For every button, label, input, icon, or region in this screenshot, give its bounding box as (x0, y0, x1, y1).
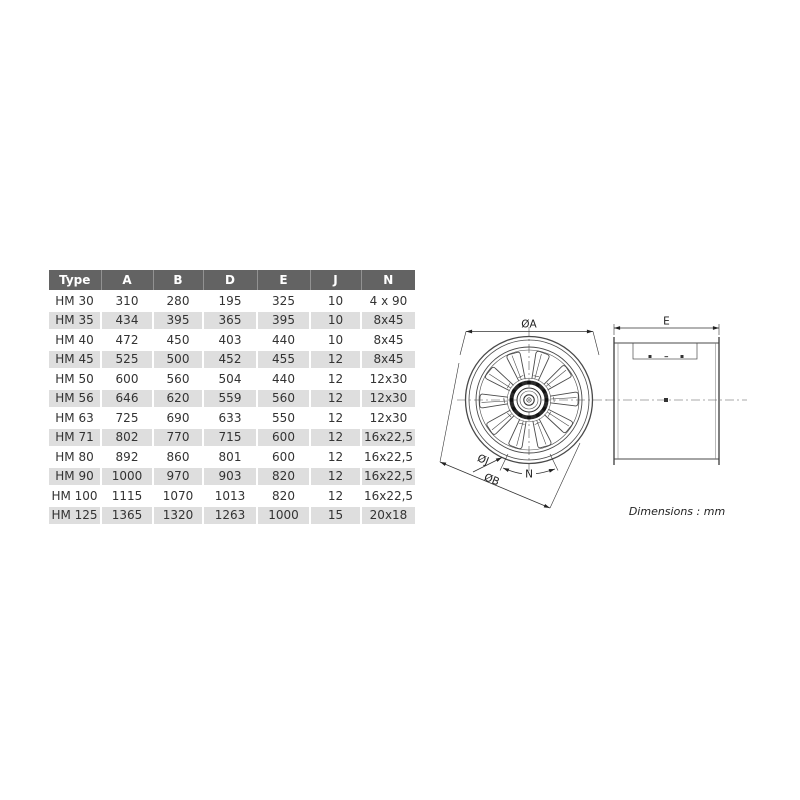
cell-n: 8x45 (361, 311, 415, 331)
cell-n: 16x22,5 (361, 447, 415, 467)
cell-type: HM 40 (49, 330, 101, 350)
cell-n: 16x22,5 (361, 467, 415, 487)
cell-b: 280 (153, 291, 203, 311)
cell-e: 820 (257, 486, 310, 506)
cell-type: HM 63 (49, 408, 101, 428)
table-row (49, 369, 415, 389)
cell-type: HM 71 (49, 428, 101, 448)
cell-n: 12x30 (361, 389, 415, 409)
dim-label-diameter-j: ØJ (475, 452, 491, 468)
cell-d: 504 (203, 369, 257, 389)
cell-type: HM 80 (49, 447, 101, 467)
cell-a: 434 (101, 311, 153, 331)
cell-d: 195 (203, 291, 257, 311)
cell-d: 715 (203, 428, 257, 448)
cell-a: 600 (101, 369, 153, 389)
cell-type: HM 30 (49, 291, 101, 311)
cell-d: 903 (203, 467, 257, 487)
cell-a: 646 (101, 389, 153, 409)
column-header-e: E (257, 270, 310, 291)
cell-n: 12x30 (361, 369, 415, 389)
dimensions-unit-note: Dimensions : mm (628, 505, 726, 518)
cell-j: 10 (310, 330, 361, 350)
table-row (49, 506, 415, 525)
cell-b: 1070 (153, 486, 203, 506)
cell-type: HM 35 (49, 311, 101, 331)
cell-b: 620 (153, 389, 203, 409)
cell-j: 12 (310, 486, 361, 506)
terminal-box (633, 343, 697, 359)
cell-b: 690 (153, 408, 203, 428)
cell-n: 12x30 (361, 408, 415, 428)
table-header-row (49, 270, 415, 291)
cell-b: 970 (153, 467, 203, 487)
table-row (49, 447, 415, 467)
cell-d: 452 (203, 350, 257, 370)
cell-e: 560 (257, 389, 310, 409)
column-header-j: J (310, 270, 361, 291)
cell-a: 892 (101, 447, 153, 467)
cell-e: 600 (257, 428, 310, 448)
cell-j: 10 (310, 291, 361, 311)
cell-d: 559 (203, 389, 257, 409)
cell-a: 472 (101, 330, 153, 350)
cell-type: HM 50 (49, 369, 101, 389)
fan-front-view (440, 319, 607, 509)
table-row (49, 408, 415, 428)
cell-a: 525 (101, 350, 153, 370)
cell-d: 801 (203, 447, 257, 467)
fan-drawing-svg (435, 305, 765, 540)
cell-d: 633 (203, 408, 257, 428)
cell-b: 560 (153, 369, 203, 389)
cell-d: 1263 (203, 506, 257, 525)
column-header-d: D (203, 270, 257, 291)
table-row (49, 350, 415, 370)
table-row (49, 291, 415, 311)
cell-type: HM 45 (49, 350, 101, 370)
cell-n: 4 x 90 (361, 291, 415, 311)
cell-a: 310 (101, 291, 153, 311)
shaft-mark (664, 398, 668, 402)
cell-a: 802 (101, 428, 153, 448)
cell-j: 12 (310, 369, 361, 389)
cell-j: 15 (310, 506, 361, 525)
cell-e: 550 (257, 408, 310, 428)
cell-type: HM 100 (49, 486, 101, 506)
dimension-e (614, 316, 719, 336)
cell-a: 725 (101, 408, 153, 428)
fan-side-view (606, 316, 747, 466)
cell-d: 403 (203, 330, 257, 350)
cell-type: HM 125 (49, 506, 101, 525)
cell-j: 12 (310, 428, 361, 448)
cell-n: 16x22,5 (361, 486, 415, 506)
cell-b: 450 (153, 330, 203, 350)
table-row (49, 389, 415, 409)
cell-j: 12 (310, 389, 361, 409)
table-row (49, 486, 415, 506)
cell-b: 500 (153, 350, 203, 370)
column-header-b: B (153, 270, 203, 291)
column-header-type: Type (49, 270, 101, 291)
cell-n: 20x18 (361, 506, 415, 525)
cell-j: 12 (310, 447, 361, 467)
cell-d: 1013 (203, 486, 257, 506)
cell-b: 395 (153, 311, 203, 331)
table-row (49, 467, 415, 487)
cell-b: 860 (153, 447, 203, 467)
cell-d: 365 (203, 311, 257, 331)
dim-label-diameter-a: ØA (521, 318, 537, 331)
dim-label-n: N (525, 468, 533, 481)
cell-j: 10 (310, 311, 361, 331)
cell-e: 820 (257, 467, 310, 487)
column-header-n: N (361, 270, 415, 291)
dim-label-diameter-b: ØB (482, 471, 502, 489)
table-row (49, 311, 415, 331)
column-header-a: A (101, 270, 153, 291)
fan-technical-drawing (435, 305, 765, 540)
cell-n: 8x45 (361, 330, 415, 350)
cell-e: 600 (257, 447, 310, 467)
cell-e: 440 (257, 330, 310, 350)
cell-j: 12 (310, 467, 361, 487)
cell-n: 16x22,5 (361, 428, 415, 448)
table-row (49, 428, 415, 448)
cell-b: 1320 (153, 506, 203, 525)
cell-e: 455 (257, 350, 310, 370)
cell-e: 440 (257, 369, 310, 389)
cell-j: 12 (310, 408, 361, 428)
cell-n: 8x45 (361, 350, 415, 370)
cell-a: 1000 (101, 467, 153, 487)
cell-a: 1115 (101, 486, 153, 506)
dim-label-e: E (663, 315, 670, 328)
cell-e: 325 (257, 291, 310, 311)
cell-type: HM 56 (49, 389, 101, 409)
cell-a: 1365 (101, 506, 153, 525)
dimension-diameter-b (440, 363, 580, 508)
cell-j: 12 (310, 350, 361, 370)
cell-type: HM 90 (49, 467, 101, 487)
table-row (49, 330, 415, 350)
cell-b: 770 (153, 428, 203, 448)
cell-e: 1000 (257, 506, 310, 525)
dimensions-table (49, 270, 415, 524)
cell-e: 395 (257, 311, 310, 331)
